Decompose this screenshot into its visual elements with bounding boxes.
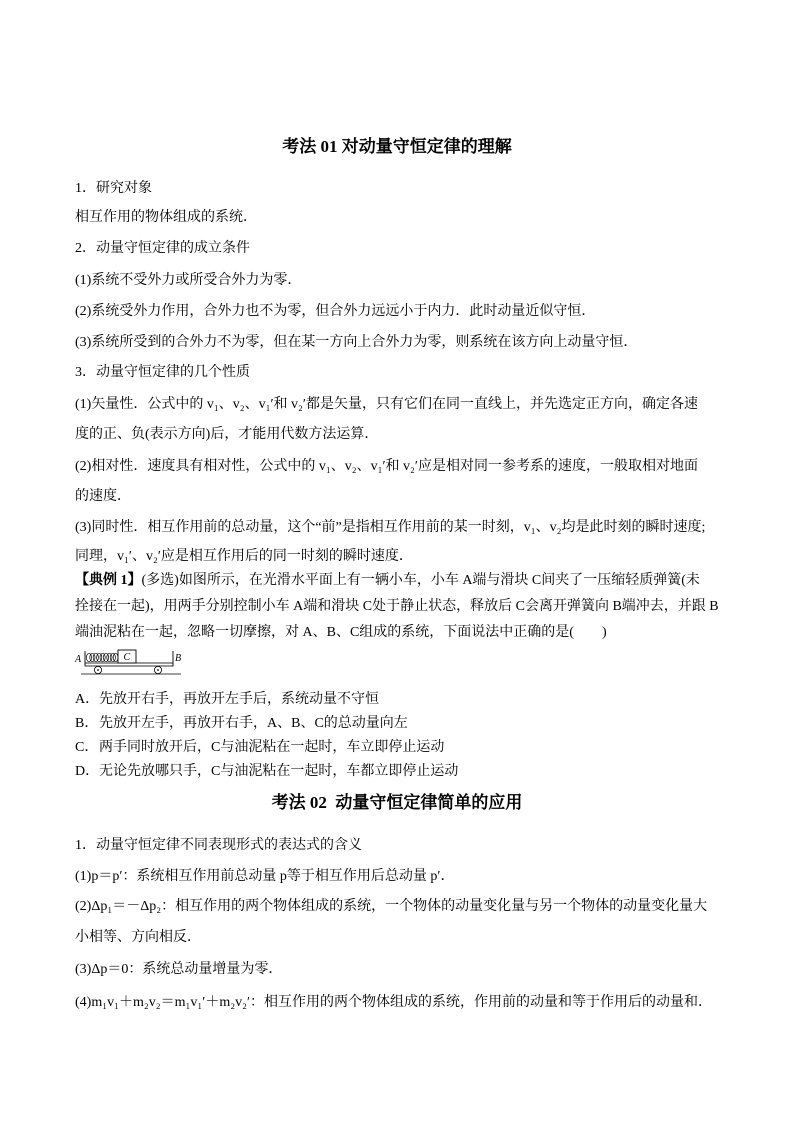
cart-spring-diagram	[72, 644, 184, 678]
option-text: 无论先放哪只手，C与油泥粘在一起时，车都立即停止运动	[99, 764, 459, 779]
option-text: 先放开右手，再放开左手后，系统动量不守恒	[99, 692, 379, 707]
section-1-line: 度的正、负(表示方向)后，才能用代数方法运算．	[75, 427, 379, 442]
section-1-line: (1)系统不受外力或所受合外力为零．	[75, 273, 302, 288]
example-line	[75, 571, 700, 591]
spring-coil	[90, 653, 95, 661]
spring-coil	[93, 653, 98, 661]
label-b: B	[175, 653, 182, 664]
section-2-title: 考法 02 动量守恒定律简单的应用	[271, 793, 523, 812]
section-1-line: (2)相对性．速度具有相对性，公式中的 v₁、v₂、v₁′和 v₂′应是相对同一参考系的速度，一般取相对地面	[75, 459, 698, 474]
section-1-line: 3．动量守恒定律的几个性质	[75, 365, 250, 380]
option-c	[75, 738, 444, 758]
option-text: 先放开左手，再放开右手，A、B、C的总动量向左	[99, 716, 408, 731]
section-1-line: 的速度．	[75, 489, 131, 504]
option-text: 两手同时放开后，C与油泥粘在一起时，车立即停止运动	[99, 740, 445, 755]
label-a: A	[75, 654, 82, 665]
example-line-text: (多选)如图所示，在光滑水平面上有一辆小车，小车 A端与滑块 C间夹了一压缩轻质弹簧(未	[141, 573, 700, 588]
option-label: B．	[75, 716, 99, 731]
spring-coil	[86, 653, 91, 661]
wheel-axle	[157, 669, 159, 671]
option-label: A．	[75, 692, 100, 707]
example-line: 端油泥粘在一起，忽略一切摩擦，对 A、B、C组成的系统，下面说法中正确的是( )	[75, 625, 607, 640]
spring-coil	[110, 653, 115, 661]
section-2-line: (2)Δp₁＝－Δp₂：相互作用的两个物体组成的系统，一个物体的动量变化量与另一个物体的动量变化量大	[75, 899, 708, 914]
spring-coil	[103, 653, 108, 661]
spring-coil	[100, 653, 105, 661]
section-2-line: 1．动量守恒定律不同表现形式的表达式的含义	[75, 838, 362, 853]
cart-body	[85, 663, 173, 666]
option-d	[75, 762, 458, 782]
option-label: C．	[75, 740, 99, 755]
section-2-line: (1)p＝p′：系统相互作用前总动量 p等于相互作用后总动量 p′．	[75, 869, 455, 884]
section-2-line: 小相等、方向相反．	[75, 930, 201, 945]
section-1-line: (3)同时性．相互作用前的总动量，这个“前”是指相互作用前的某一时刻，v₁、v₂均是此时刻的瞬时速度;	[75, 520, 706, 535]
section-1-line: (1)矢量性．公式中的 v₁、v₂、v₁′和 v₂′都是矢量，只有它们在同一直线上，并先选定正方向，确定各速	[75, 397, 698, 412]
section-1-line: 相互作用的物体组成的系统．	[75, 210, 257, 225]
section-2-line: (4)m₁v₁＋m₂v₂＝m₁v₁′＋m₂v₂′：相互作用的两个物体组成的系统，作用前的动量和等于作用后的动量和．	[75, 995, 713, 1010]
section-1-line: (2)系统受外力作用，合外力也不为零，但合外力远远小于内力．此时动量近似守恒．	[75, 304, 596, 319]
label-c: C	[123, 652, 131, 663]
spring	[86, 653, 118, 661]
option-label: D．	[75, 764, 100, 779]
section-1-line: 1．研究对象	[75, 181, 152, 196]
wheel-axle	[97, 669, 99, 671]
section-2-line: (3)Δp＝0：系统总动量增量为零．	[75, 962, 283, 977]
section-1-line: 同理，v₁′、v₂′应是相互作用后的同一时刻的瞬时速度．	[75, 549, 413, 564]
spring-coil	[107, 653, 112, 661]
section-1-title: 考法 01 对动量守恒定律的理解	[282, 137, 512, 156]
example-line: 拴接在一起)，用两手分别控制小车 A端和滑块 C处于静止状态，释放后 C会离开弹簧向 B端冲去，并跟 B	[75, 599, 719, 614]
option-a	[75, 690, 379, 710]
section-1-line: (3)系统所受到的合外力不为零，但在某一方向上合外力为零，则系统在该方向上动量守恒．	[75, 335, 638, 350]
example-label: 【典例 1】	[75, 573, 142, 588]
spring-coil	[97, 653, 102, 661]
section-1-line: 2．动量守恒定律的成立条件	[75, 241, 250, 256]
option-b	[75, 714, 408, 734]
